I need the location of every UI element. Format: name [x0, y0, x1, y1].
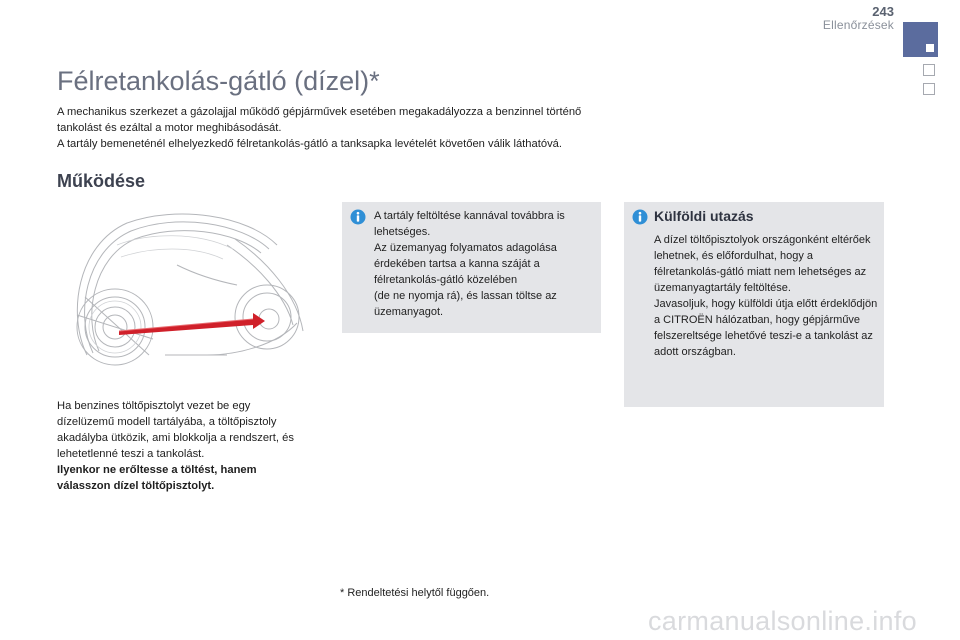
fuel-filler-illustration [57, 205, 311, 377]
info-box-abroad-title: Külföldi utazás [654, 208, 754, 224]
info-line: (de ne nyomja rá), és lassan töltse az üzemanyagot. [374, 290, 557, 318]
intro-text [57, 104, 617, 152]
info-line: A dízel töltőpisztolyok országonként eltérőek lehetnek, és előfordulhat, hogy a félretankolás-gátló miatt nem lehetséges az üzemanyagtartály feltöltése. [654, 234, 871, 294]
info-icon [350, 209, 366, 225]
fuel-filler-drawing [57, 205, 311, 377]
info-box-canister-text [374, 208, 596, 320]
info-line: A tartály feltöltése kannával továbbra is lehetséges. [374, 210, 565, 238]
chapter-tab-active[interactable] [903, 22, 938, 57]
operation-description [57, 398, 307, 494]
tab-marker-icon [926, 44, 934, 52]
info-box-abroad-text [654, 232, 880, 360]
intro-paragraph-1: A mechanikus szerkezet a gázolajjal működő gépjárművek esetében megakadályozza a benzinnel történő tankolást és ezáltal a motor meghibásodását. [57, 106, 582, 134]
intro-paragraph-2: A tartály bemeneténél elhelyezkedő félretankolás-gátló a tanksapka levételét követően válik láthatóvá. [57, 138, 562, 150]
info-icon [632, 209, 648, 225]
section-heading: Működése [57, 171, 146, 191]
operation-paragraph: Ha benzines töltőpisztolyt vezet be egy dízelüzemű modell tartályába, a töltőpisztoly akadályba ütközik, ami blokkolja a rendszert, és lehetetlenné teszi a tankolást. [57, 400, 294, 460]
watermark: carmanualsonline.info [648, 606, 917, 636]
chapter-tab-3[interactable] [923, 83, 935, 95]
info-line: Javasoljuk, hogy külföldi útja előtt érdeklődjön a CITROËN hálózatban, hogy gépjárműve felszereltsége lehetővé teszi-e a tankolást az adott országban. [654, 298, 878, 358]
page-number: 243 [872, 4, 894, 19]
arrow-shaft [119, 319, 253, 335]
operation-warning: Ilyenkor ne erőltesse a töltést, hanem válasszon dízel töltőpisztolyt. [57, 464, 257, 492]
info-box-canister [342, 202, 601, 333]
footnote: * Rendeltetési helytől függően. [340, 587, 490, 599]
info-box-abroad [624, 202, 884, 407]
section-label: Ellenőrzések [822, 18, 894, 32]
info-line: Az üzemanyag folyamatos adagolása érdekében tartsa a kanna száját a félretankolás-gátló közelében [374, 242, 557, 286]
chapter-tab-2[interactable] [923, 64, 935, 76]
page-title: Félretankolás-gátló (dízel)* [57, 66, 380, 96]
